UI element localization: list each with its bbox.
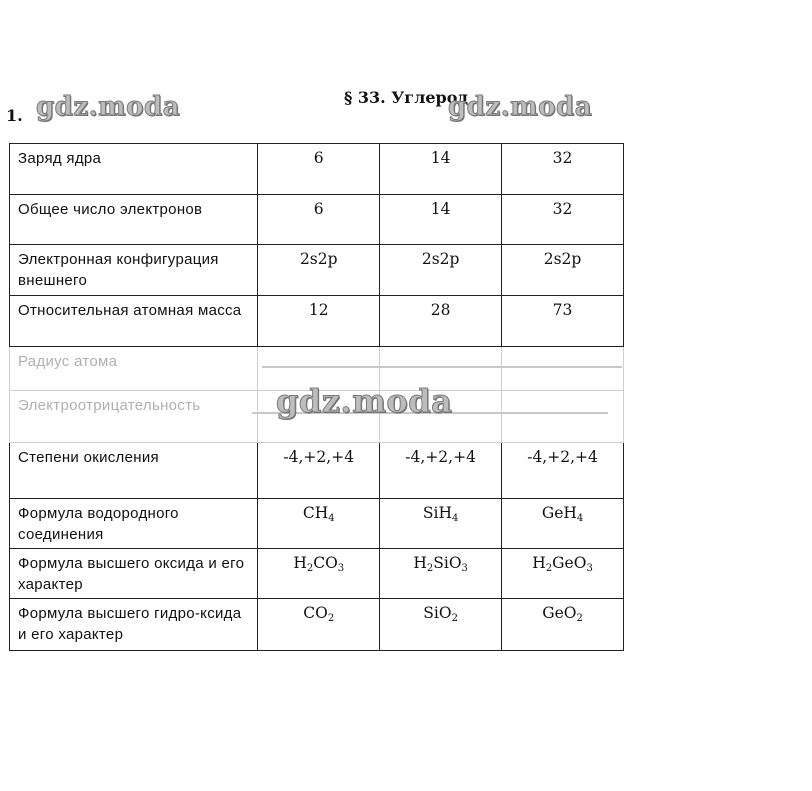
table-cell: 2s2p: [258, 245, 380, 296]
row-label: Формула высшего гидро-ксида и его характер: [10, 599, 258, 651]
table-cell: -4,+2,+4: [502, 443, 624, 499]
table-cell: 73: [502, 296, 624, 347]
formula-cell: $CO_2$: [258, 599, 380, 651]
row-label: Относительная атомная масса: [10, 296, 258, 347]
table-cell: 14: [380, 195, 502, 245]
table-row: [10, 549, 624, 599]
formula-cell: $H_2CO_3$: [258, 549, 380, 599]
table-row: [10, 245, 624, 296]
table-cell: 32: [502, 195, 624, 245]
table-cell: -4,+2,+4: [380, 443, 502, 499]
formula-cell: GeH$_4$: [502, 499, 624, 549]
watermark: gdz.moda: [36, 92, 181, 122]
row-label: Электроотрицательность: [10, 391, 258, 443]
table-cell: 32: [502, 144, 624, 195]
table-cell: 28: [380, 296, 502, 347]
table-row: [10, 599, 624, 651]
table-row: [10, 443, 624, 499]
row-label: Электронная конфигурация внешнего: [10, 245, 258, 296]
row-label: Общее число электронов: [10, 195, 258, 245]
table-row: [10, 144, 624, 195]
formula-cell: GeO$_2$: [502, 599, 624, 651]
row-label: Формула высшего оксида и его характер: [10, 549, 258, 599]
row-label: Степени окисления: [10, 443, 258, 499]
table-row: [10, 296, 624, 347]
formula-cell: SiH$_4$: [380, 499, 502, 549]
table-cell: 2s2p: [380, 245, 502, 296]
section-title: § 33. Углерод: [343, 88, 469, 107]
formula-cell: $CH_4$: [258, 499, 380, 549]
table-row: [10, 499, 624, 549]
watermark: gdz.moda: [448, 92, 593, 122]
watermark: gdz.moda: [276, 382, 453, 420]
table-cell: [502, 347, 624, 391]
item-number: 1.: [6, 106, 23, 125]
table-cell: -4,+2,+4: [258, 443, 380, 499]
formula-cell: SiO$_2$: [380, 599, 502, 651]
formula-cell: $H_2SiO_3$: [380, 549, 502, 599]
table-cell: 6: [258, 144, 380, 195]
table-cell: 14: [380, 144, 502, 195]
table-row: [10, 195, 624, 245]
table-cell: 12: [258, 296, 380, 347]
row-label: Заряд ядра: [10, 144, 258, 195]
row-label: Радиус атома: [10, 347, 258, 391]
row-label: Формула водородного соединения: [10, 499, 258, 549]
table-cell: 2s2p: [502, 245, 624, 296]
arrow-right: [262, 366, 622, 368]
table-cell: [502, 391, 624, 443]
table-cell: 6: [258, 195, 380, 245]
formula-cell: $H_2GeO_3$: [502, 549, 624, 599]
